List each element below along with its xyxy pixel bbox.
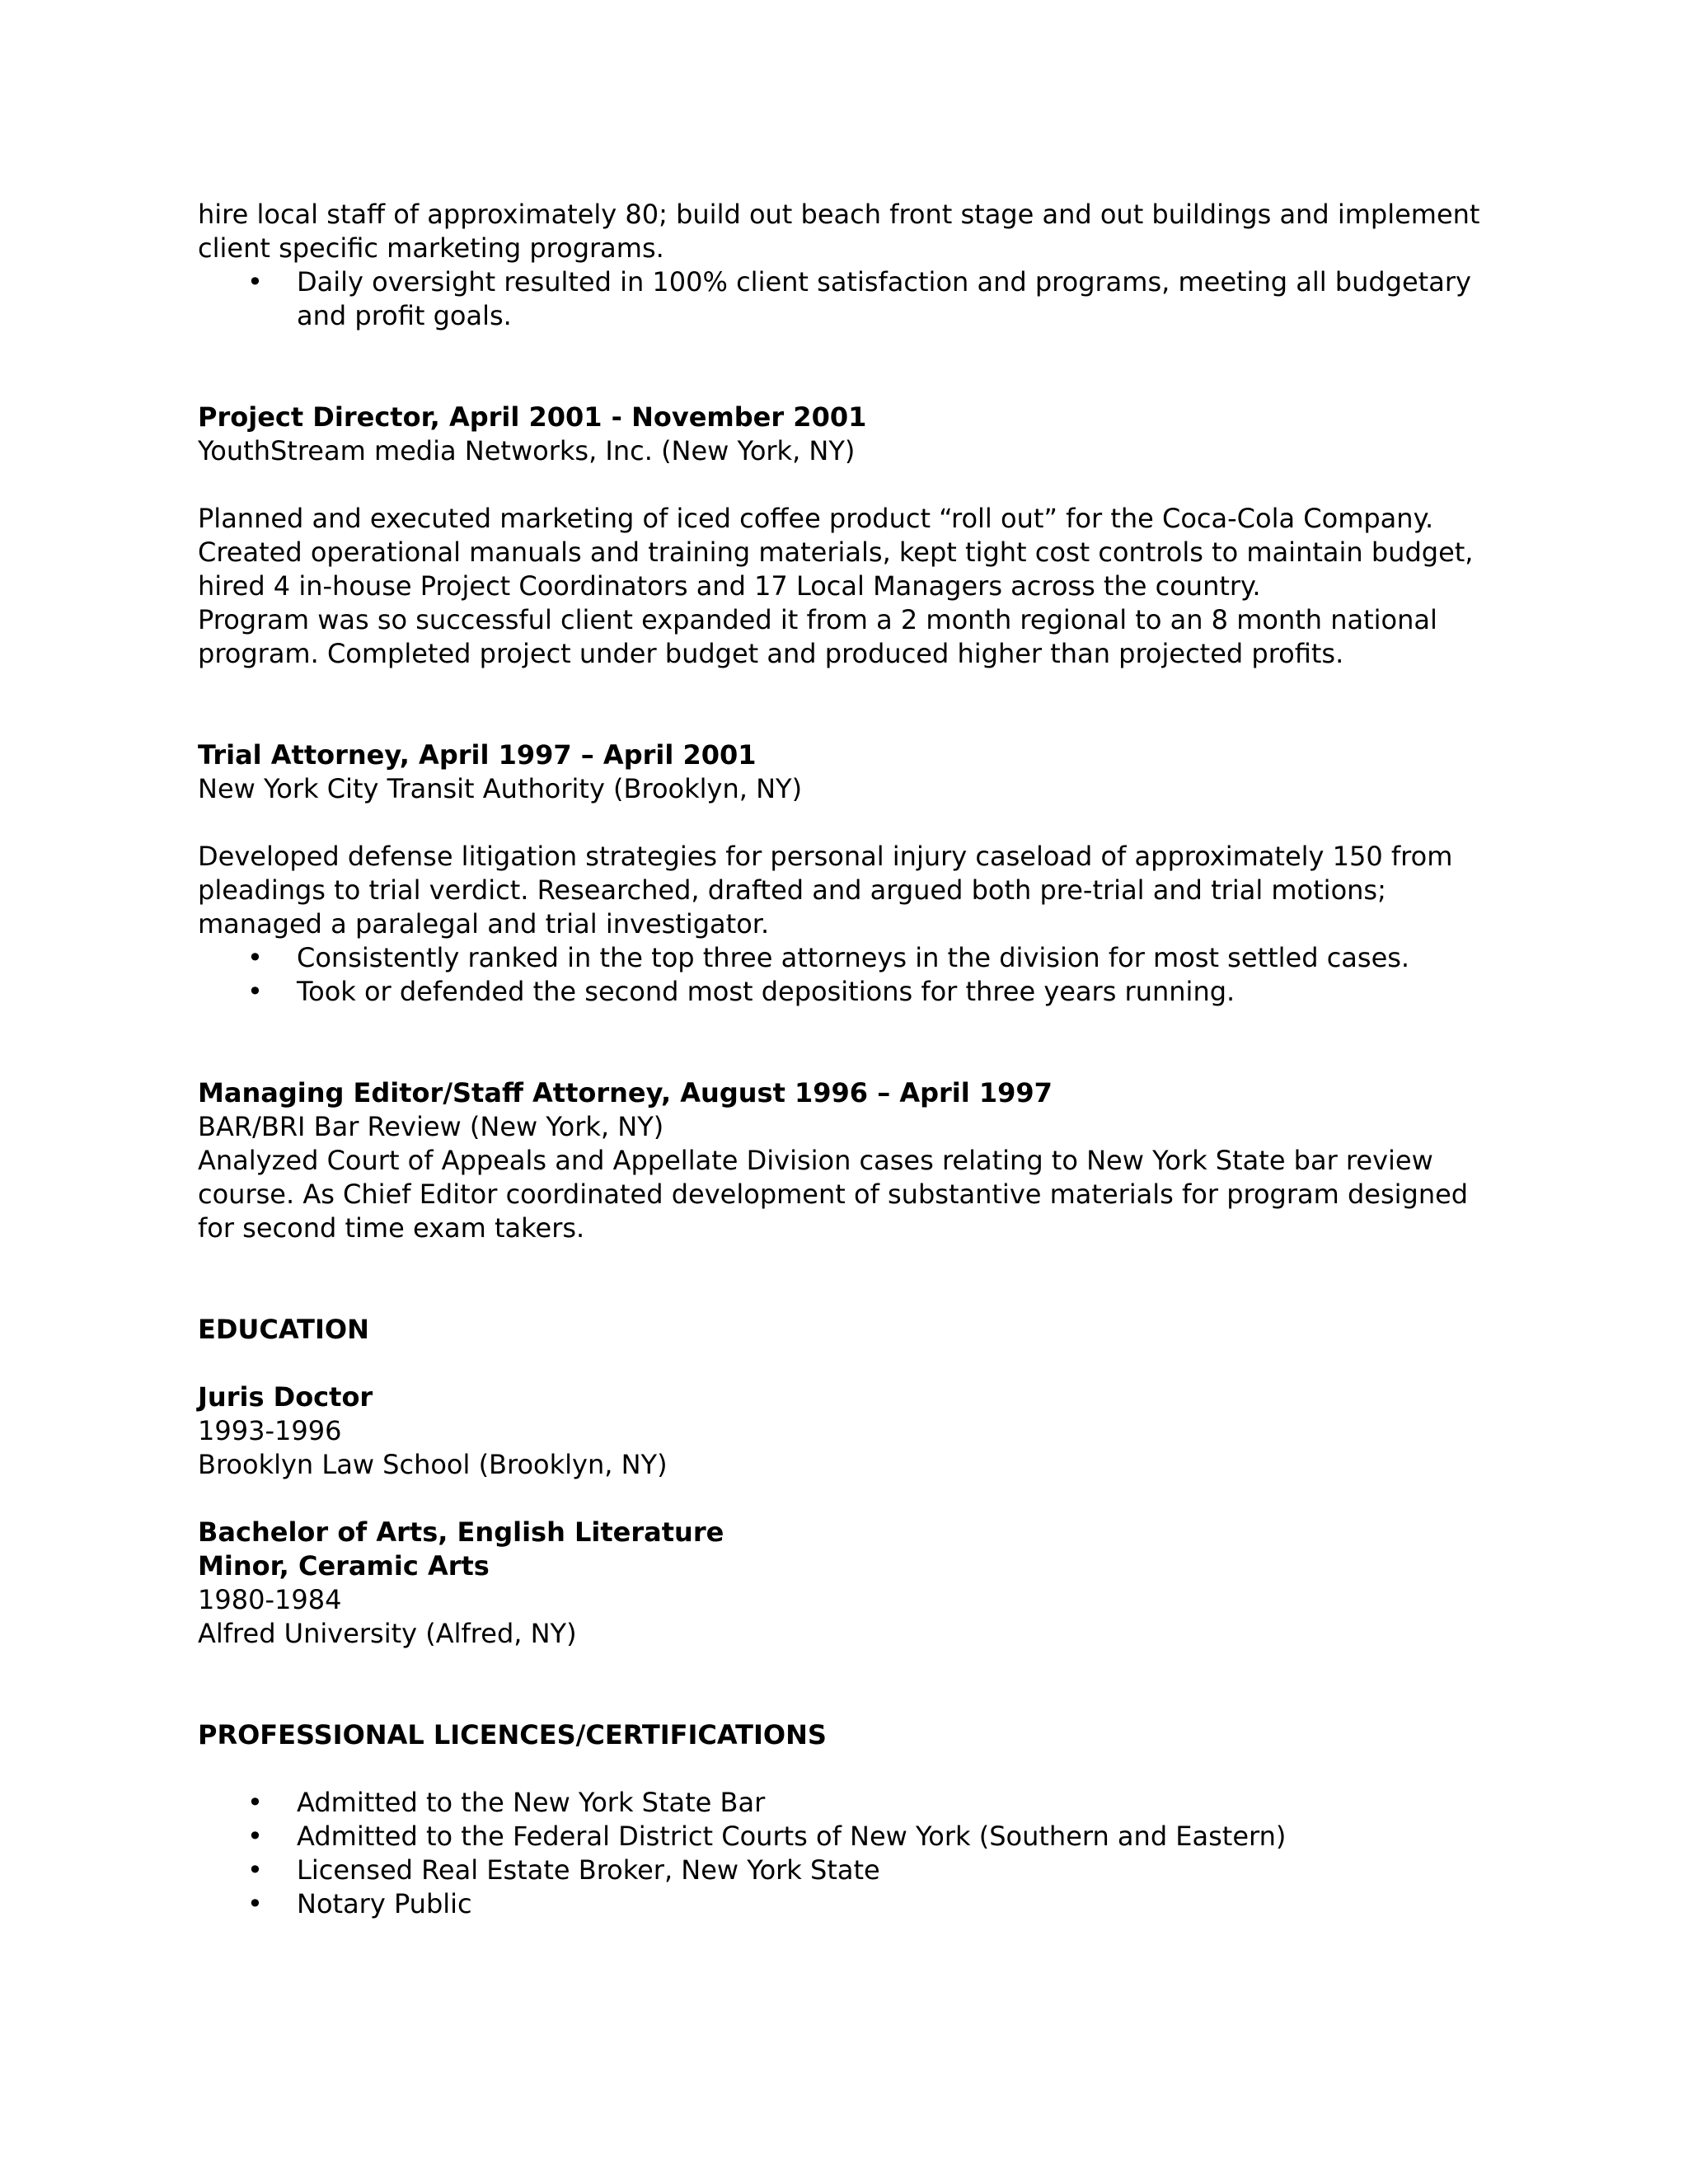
- job-bullet: • Consistently ranked in the top three attorneys in the division for most settled cases.: [198, 941, 1484, 975]
- job-bullet: • Took or defended the second most depositions for three years running.: [198, 975, 1484, 1009]
- section-heading-education: EDUCATION: [198, 1314, 369, 1345]
- spacer: [198, 806, 1484, 840]
- job-company: New York City Transit Authority (Brooklyn, NY): [198, 773, 803, 804]
- spacer: [198, 1347, 1484, 1380]
- job-company: YouthStream media Networks, Inc. (New York, NY): [198, 435, 856, 466]
- licence-item: • Admitted to the New York State Bar: [198, 1786, 1484, 1820]
- job-bullet-list: [198, 941, 1484, 1009]
- job-description: Program was so successful client expanded it from a 2 month regional to an 8 month national program. Completed project under budget and produced higher than projected profits.: [198, 604, 1437, 669]
- intro-bullet-list: [198, 265, 1484, 333]
- spacer: [198, 468, 1484, 502]
- spacer: [198, 671, 1484, 738]
- spacer: [198, 1752, 1484, 1786]
- intro-bullet: • Daily oversight resulted in 100% client satisfaction and programs, meeting all budgetary and profit goals.: [198, 265, 1484, 333]
- licence-item: • Notary Public: [198, 1887, 1484, 1921]
- intro-paragraph: hire local staff of approximately 80; build out beach front stage and out buildings and implement client specific marketing programs.: [198, 199, 1480, 264]
- licence-item: • Admitted to the Federal District Courts of New York (Southern and Eastern): [198, 1820, 1484, 1854]
- education-degree: Bachelor of Arts, English Literature: [198, 1516, 724, 1548]
- spacer: [198, 1245, 1484, 1313]
- education-degree: Juris Doctor: [198, 1381, 373, 1413]
- education-school: Alfred University (Alfred, NY): [198, 1618, 577, 1649]
- section-heading-licences: PROFESSIONAL LICENCES/CERTIFICATIONS: [198, 1719, 827, 1750]
- education-minor: Minor, Ceramic Arts: [198, 1550, 490, 1582]
- spacer: [198, 333, 1484, 401]
- job-title: Project Director, April 2001 - November 2001: [198, 401, 867, 433]
- licence-item: • Licensed Real Estate Broker, New York State: [198, 1854, 1484, 1887]
- job-title: Managing Editor/Staff Attorney, August 1996 – April 1997: [198, 1077, 1053, 1108]
- education-years: 1993-1996: [198, 1415, 342, 1446]
- resume-content: [198, 198, 1484, 1921]
- job-description: Planned and executed marketing of iced coffee product “roll out” for the Coca-Cola Company. Created operational manuals and training materials, kept tight cost controls to maintain budget, hired 4 in-house Project Coordinators and 17 Local Managers across the country.: [198, 503, 1474, 602]
- spacer: [198, 1651, 1484, 1718]
- spacer: [198, 1009, 1484, 1076]
- education-years: 1980-1984: [198, 1584, 342, 1615]
- job-title: Trial Attorney, April 1997 – April 2001: [198, 739, 757, 771]
- job-description: Analyzed Court of Appeals and Appellate Division cases relating to New York State bar review course. As Chief Editor coordinated development of substantive materials for program designed for second time exam takers.: [198, 1145, 1469, 1244]
- education-school: Brooklyn Law School (Brooklyn, NY): [198, 1449, 668, 1480]
- spacer: [198, 1482, 1484, 1516]
- licences-list: [198, 1786, 1484, 1921]
- job-company: BAR/BRI Bar Review (New York, NY): [198, 1111, 664, 1142]
- job-description: Developed defense litigation strategies for personal injury caseload of approximately 150 from pleadings to trial verdict. Researched, drafted and argued both pre-trial and trial motions; managed a paralegal and trial investigator.: [198, 841, 1453, 940]
